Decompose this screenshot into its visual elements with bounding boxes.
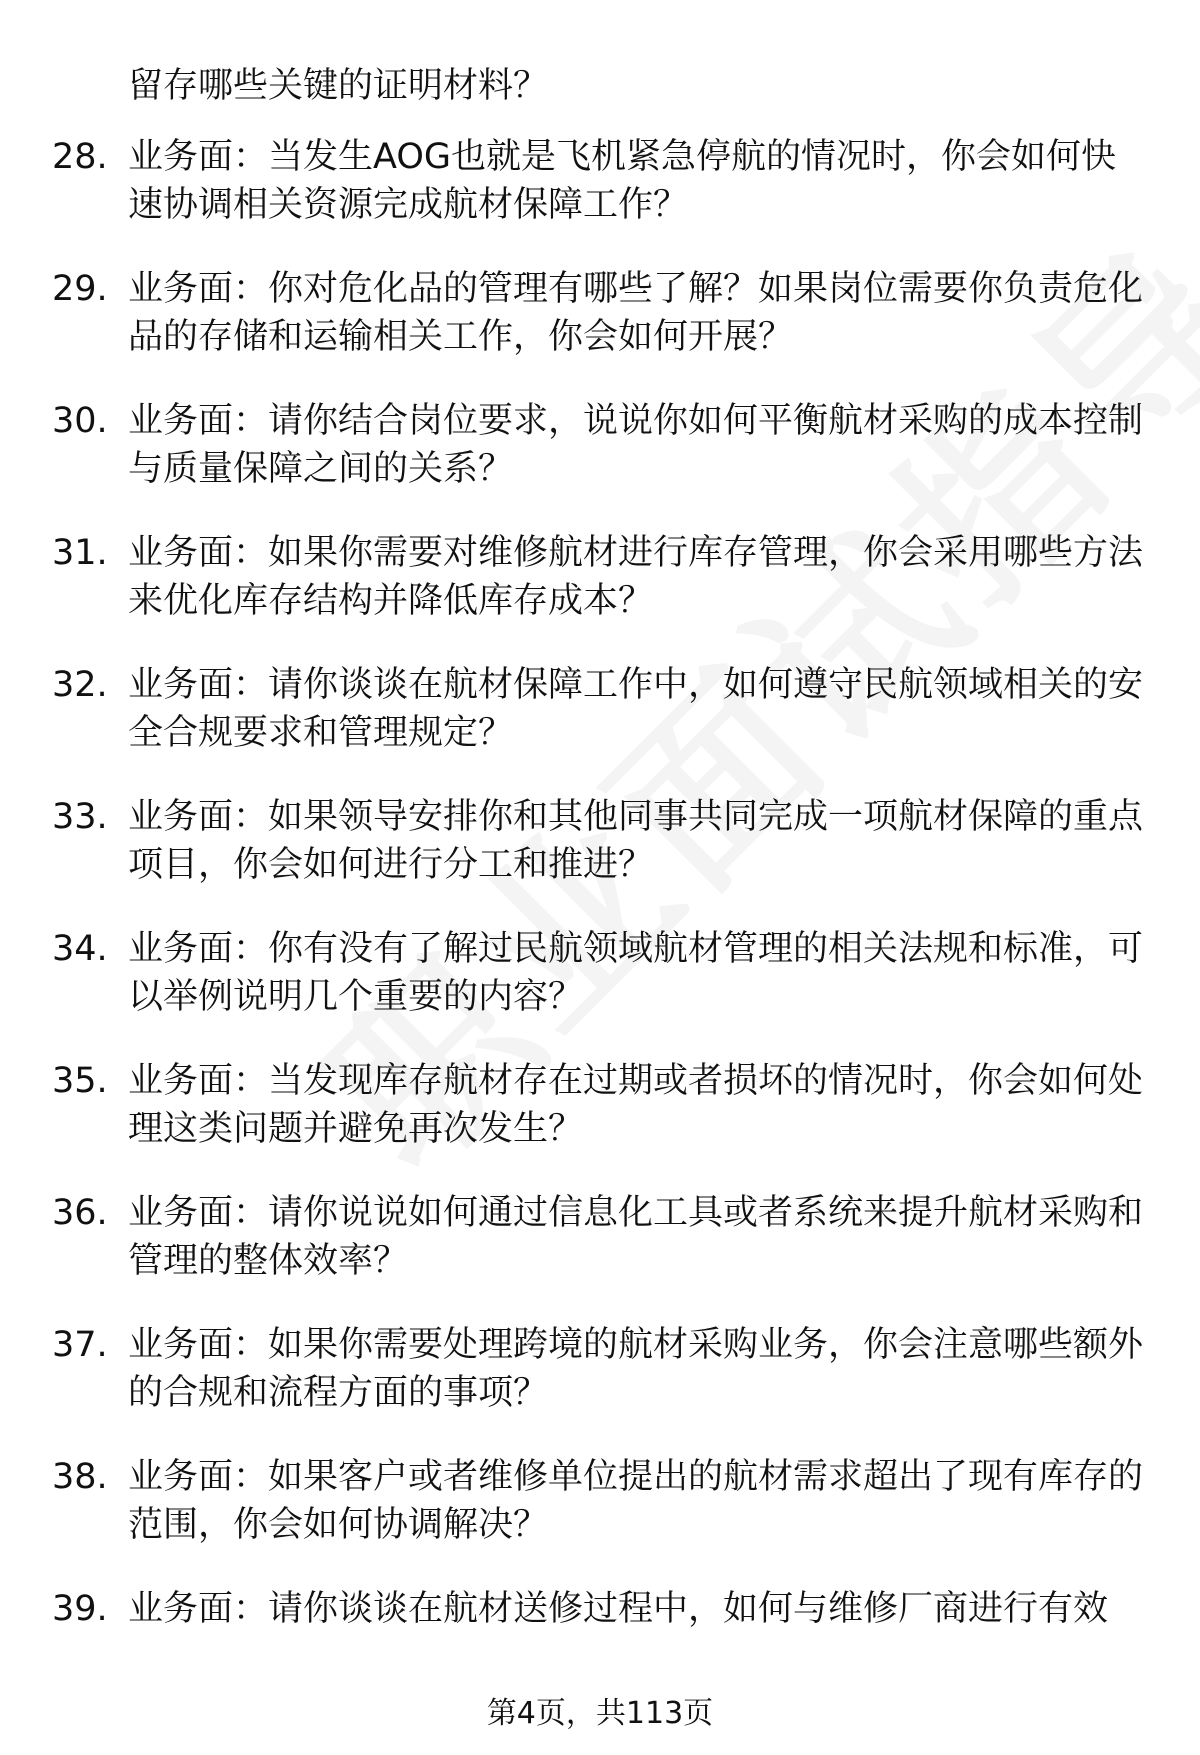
item-text: 业务面：请你结合岗位要求，说说你如何平衡航材采购的成本控制与质量保障之间的关系？ — [128, 401, 1144, 489]
list-item — [0, 529, 1200, 661]
page-footer: 第4页，共113页 — [486, 1696, 714, 1731]
item-number: 28. — [52, 137, 108, 177]
item-number: 38. — [52, 1457, 108, 1497]
list-item — [0, 1453, 1200, 1585]
list-item — [0, 1057, 1200, 1189]
item-text: 业务面：当发生AOG也就是飞机紧急停航的情况时，你会如何快速协调相关资源完成航材保障工作？ — [128, 137, 1117, 225]
item-text: 业务面：请你说说如何通过信息化工具或者系统来提升航材采购和管理的整体效率？ — [128, 1193, 1144, 1281]
item-number: 34. — [52, 929, 108, 969]
item-number: 32. — [52, 665, 108, 705]
list-item — [0, 265, 1200, 397]
item-text: 业务面：如果领导安排你和其他同事共同完成一项航材保障的重点项目，你会如何进行分工和推进？ — [128, 797, 1144, 885]
continuation-text: 留存哪些关键的证明材料？ — [128, 66, 549, 106]
list-item — [0, 133, 1200, 265]
item-text: 业务面：当发现库存航材存在过期或者损坏的情况时，你会如何处理这类问题并避免再次发生？ — [128, 1061, 1144, 1149]
list-item — [0, 1189, 1200, 1321]
item-text: 业务面：请你谈谈在航材送修过程中，如何与维修厂商进行有效 — [128, 1589, 1109, 1629]
item-number: 30. — [52, 401, 108, 441]
question-list — [0, 133, 1200, 1717]
item-text: 业务面：如果你需要处理跨境的航材采购业务，你会注意哪些额外的合规和流程方面的事项？ — [128, 1325, 1144, 1413]
list-item — [0, 1321, 1200, 1453]
item-number: 35. — [52, 1061, 108, 1101]
item-number: 33. — [52, 797, 108, 837]
item-text: 业务面：你有没有了解过民航领域航材管理的相关法规和标准，可以举例说明几个重要的内容？ — [128, 929, 1144, 1017]
item-number: 39. — [52, 1589, 108, 1629]
item-number: 31. — [52, 533, 108, 573]
item-text: 业务面：如果客户或者维修单位提出的航材需求超出了现有库存的范围，你会如何协调解决？ — [128, 1457, 1144, 1545]
list-item — [0, 661, 1200, 793]
item-number: 29. — [52, 269, 108, 309]
item-number: 37. — [52, 1325, 108, 1365]
list-item — [0, 397, 1200, 529]
item-text: 业务面：你对危化品的管理有哪些了解？如果岗位需要你负责危化品的存储和运输相关工作，你会如何开展？ — [128, 269, 1144, 357]
list-item — [0, 793, 1200, 925]
item-text: 业务面：如果你需要对维修航材进行库存管理，你会采用哪些方法来优化库存结构并降低库存成本？ — [128, 533, 1144, 621]
list-item — [0, 925, 1200, 1057]
item-text: 业务面：请你谈谈在航材保障工作中，如何遵守民航领域相关的安全合规要求和管理规定？ — [128, 665, 1144, 753]
item-number: 36. — [52, 1193, 108, 1233]
